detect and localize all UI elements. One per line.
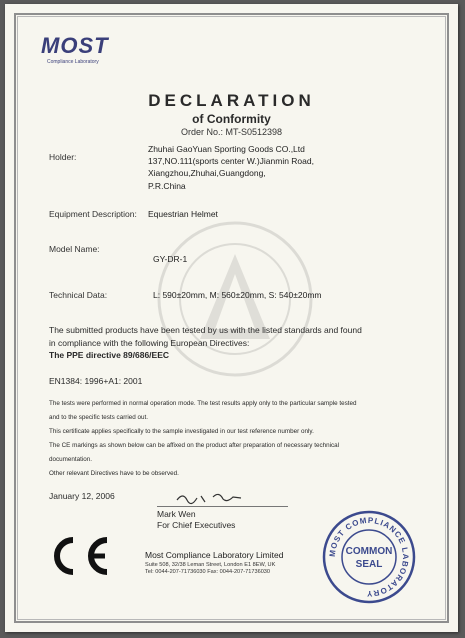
holder-line: Xiangzhou,Zhuhai,Guangdong, <box>148 168 266 179</box>
holder-label: Holder: <box>49 152 77 162</box>
holder-address <box>148 143 314 192</box>
note-line: Other relevant Directives have to be observed. <box>49 470 179 477</box>
certificate-page <box>5 4 458 632</box>
statement-line-1: The submitted products have been tested by us with the listed standards and found <box>49 325 362 335</box>
seal-line-2: SEAL <box>355 559 383 570</box>
holder-line: P.R.China <box>148 180 186 191</box>
most-logo <box>41 34 161 74</box>
issue-date: January 12, 2006 <box>49 491 115 501</box>
note-line: documentation. <box>49 456 93 463</box>
seal-line-1: COMMON <box>345 546 393 557</box>
signature-line <box>157 506 288 507</box>
lab-name: Most Compliance Laboratory Limited <box>145 550 284 560</box>
lab-contact: Tel: 0044-207-71736030 Fax: 0044-207-71736030 <box>145 569 271 575</box>
equipment-value: Equestrian Helmet <box>148 209 218 219</box>
holder-line: 137,NO.111(sports center W.)Jianmin Road, <box>148 156 314 167</box>
logo-subtitle: Compliance Laboratory <box>47 59 99 65</box>
equipment-label: Equipment Description: <box>49 209 137 219</box>
signatory-name: Mark Wen <box>157 509 196 519</box>
technical-label: Technical Data: <box>49 290 108 300</box>
document-title: DECLARATION <box>148 91 315 110</box>
note-line: The tests were performed in normal operation mode. The test results apply only to the particular sample tested <box>49 400 357 407</box>
logo-wordmark: MOST <box>41 33 109 58</box>
model-value: GY-DR-1 <box>153 254 188 264</box>
lab-address: Suite 508, 32/38 Leman Street, London E1 8EW, UK <box>145 562 276 568</box>
technical-value: L: 590±20mm, M: 560±20mm, S: 540±20mm <box>153 290 322 300</box>
directive-name: The PPE directive 89/686/EEC <box>49 350 170 360</box>
holder-line: Zhuhai GaoYuan Sporting Goods CO.,Ltd <box>148 144 305 154</box>
order-number: Order No.: MT-S0512398 <box>180 127 283 137</box>
document-subtitle: of Conformity <box>192 112 271 126</box>
model-label: Model Name: <box>49 244 100 254</box>
seal-ring-text: MOST COMPLIANCE LABORATORY <box>327 515 411 599</box>
common-seal-stamp-icon <box>321 509 417 605</box>
note-line: This certificate applies specifically to the sample investigated in our test reference number only. <box>49 428 314 435</box>
note-line: The CE markings as shown below can be affixed on the product after preparation of necessary technical <box>49 442 340 449</box>
note-line: and to the specific tests carried out. <box>49 414 149 421</box>
ce-mark-icon <box>43 534 113 578</box>
standard-ref: EN1384: 1996+A1: 2001 <box>49 376 143 386</box>
signature-icon <box>175 488 245 506</box>
statement-line-2: in compliance with the following European Directives: <box>49 338 250 348</box>
signatory-title: For Chief Executives <box>157 520 236 530</box>
